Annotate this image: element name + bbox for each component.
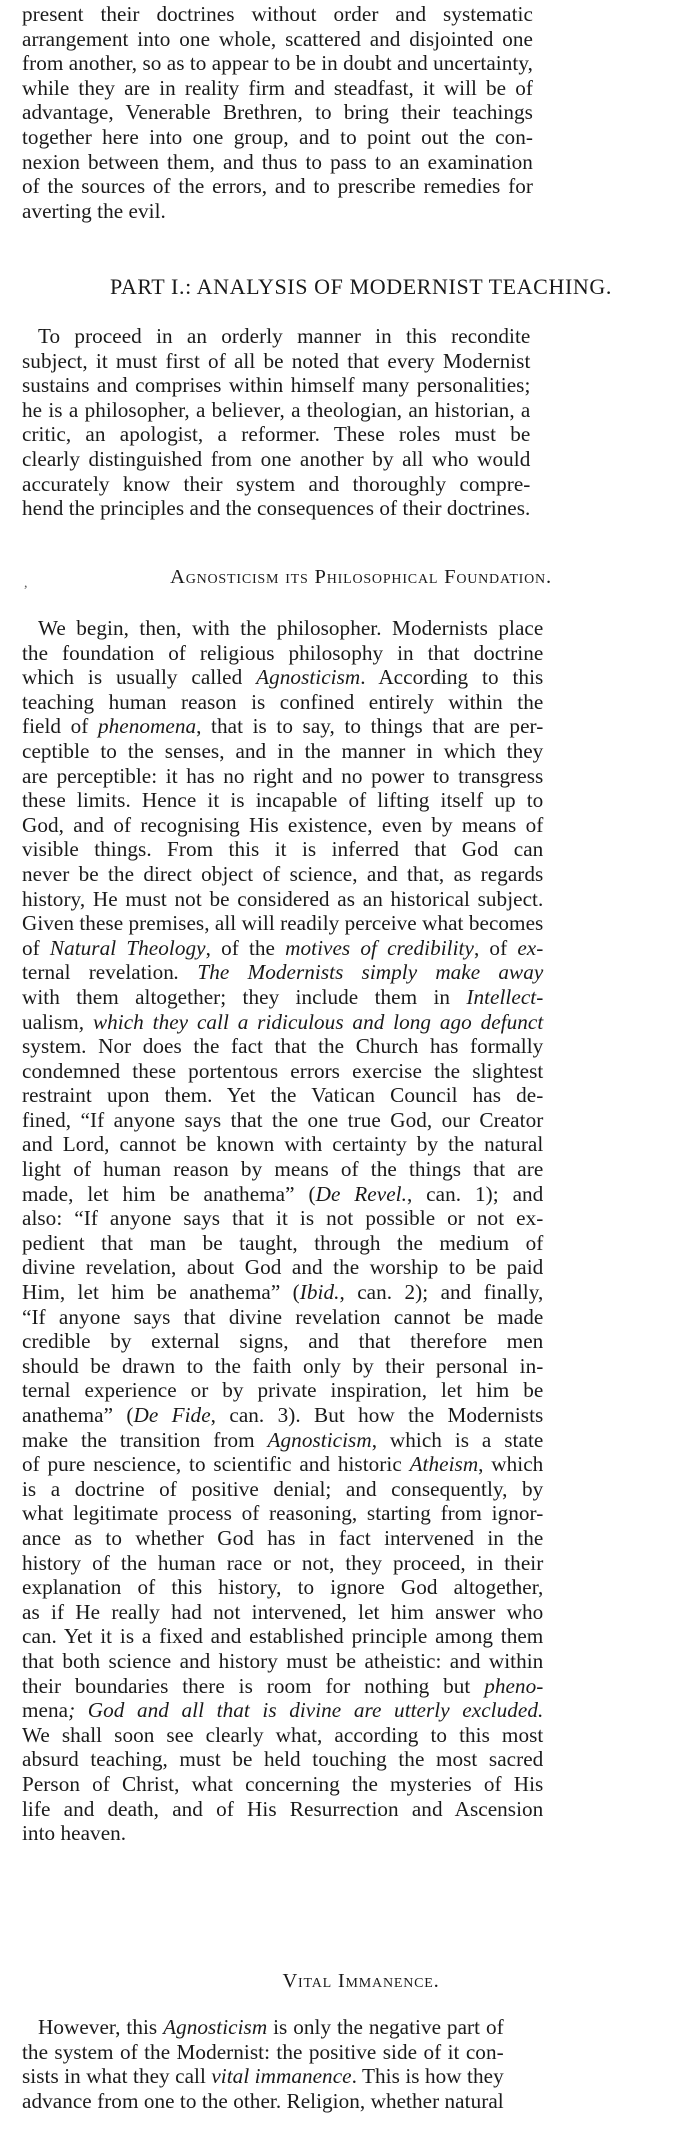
italic-term: ex- <box>517 935 544 960</box>
text-line: divine revelation, about God and the worship to be paid <box>22 1255 544 1280</box>
italic-term: , which they call a ridiculous and long ago defunct <box>78 1009 544 1034</box>
text-line: present their doctrines without order and systematic <box>22 2 533 26</box>
text-line: God, and of recognising His existence, even by means of <box>22 812 544 837</box>
italic-term: Intellect- <box>466 984 544 1009</box>
text-line: while they are in reality firm and steadfast, it will be of <box>22 75 533 100</box>
text-line: arrangement into one whole, scattered and disjointed one <box>22 26 533 51</box>
text-line: Person of Christ, what concerning the mysteries of His <box>22 1771 544 1796</box>
italic-term: De Fide <box>133 1403 211 1427</box>
text-line: should be drawn to the faith only by their personal in- <box>22 1353 544 1378</box>
text-line: made, let him be anathema” (De Revel., can. 1); and <box>22 1181 544 1206</box>
text-line: of Natural Theology, of the motives of credibility, of ex- <box>22 935 544 960</box>
text-line: is a doctrine of positive denial; and consequently, by <box>22 1476 544 1501</box>
text-line: are perceptible: it has no right and no power to transgress <box>22 763 544 788</box>
text-line: We begin, then, with the philosopher. Modernists place <box>38 616 544 640</box>
text-line: and Lord, cannot be known with certainty by the natural <box>22 1132 544 1157</box>
italic-term: Atheism <box>409 1452 479 1477</box>
italic-term: ; God and all that is divine are utterly excluded. <box>68 1698 544 1723</box>
text-line: together here into one group, and to point out the con- <box>22 124 533 149</box>
text-line: as if He really had not intervened, let him answer who <box>22 1599 544 1624</box>
text-line: their boundaries there is room for nothing but pheno- <box>22 1673 544 1698</box>
text-line: fined, “If anyone says that the one true God, our Creator <box>22 1107 544 1132</box>
text-line: explanation of this history, to ignore God altogether, <box>22 1575 544 1600</box>
text-line: hend the principles and the consequences of their doctrines. <box>22 496 531 521</box>
text-line: However, this Agnosticism is only the negative part of <box>38 2015 504 2039</box>
text-line: To proceed in an orderly manner in this recondite <box>38 324 531 348</box>
text-line: advantage, Venerable Brethren, to bring their teachings <box>22 100 533 125</box>
vital-paragraph <box>22 2015 504 2113</box>
text-line: these limits. Hence it is incapable of lifting itself up to <box>22 788 544 813</box>
text-line: clearly distinguished from one another by all who would <box>22 446 531 471</box>
vital-immanence-heading: Vital Immanence. <box>282 1970 440 1992</box>
text-line: which is usually called Agnosticism. According to this <box>22 665 544 690</box>
text-line: sustains and comprises within himself many personalities; <box>22 373 531 398</box>
text-line: critic, an apologist, a reformer. These roles must be <box>22 422 531 447</box>
text-line: the system of the Modernist: the positive side of it con- <box>22 2039 504 2064</box>
text-line: mena; God and all that is divine are utterly excluded. <box>22 1698 544 1723</box>
italic-term: Agnosticism <box>267 1427 372 1452</box>
text-line: restraint upon them. Yet the Vatican Council has de- <box>22 1083 544 1108</box>
text-line: pedient that man be taught, through the medium of <box>22 1230 544 1255</box>
italic-term: pheno- <box>484 1673 544 1698</box>
text-line: absurd teaching, must be held touching the most sacred <box>22 1747 544 1772</box>
text-line: of pure nescience, to scientific and historic Atheism, which <box>22 1452 544 1477</box>
part-heading: PART I.: ANALYSIS OF MODERNIST TEACHING. <box>110 274 612 299</box>
agnosticism-paragraph <box>22 616 543 1846</box>
italic-term: vital immanence <box>211 2064 352 2089</box>
text-line: ternal revelation. The Modernists simply make away <box>22 960 544 985</box>
italic-term: Ibid. <box>299 1280 340 1305</box>
text-line: credible by external signs, and that therefore men <box>22 1329 544 1354</box>
text-line: advance from one to the other. Religion, whether natural <box>22 2088 504 2113</box>
text-line: of the sources of the errors, and to prescribe remedies for <box>22 174 533 199</box>
text-line: field of phenomena, that is to say, to things that are per- <box>22 714 544 739</box>
text-line: ternal experience or by private inspiration, let him be <box>22 1378 544 1403</box>
text-line: history of the human race or not, they proceed, in their <box>22 1550 544 1575</box>
text-line: with them altogether; they include them in Intellect- <box>22 984 544 1009</box>
text-line: never be the direct object of science, and that, as regards <box>22 861 544 886</box>
text-line: ceptible to the senses, and in the manner in which they <box>22 738 544 763</box>
paragraph-lines <box>22 616 543 1846</box>
intro-paragraph <box>22 2 533 223</box>
text-line: We shall soon see clearly what, according to this most <box>22 1722 544 1747</box>
italic-term: Agnosticism <box>163 2015 268 2039</box>
text-line: that both science and history must be atheistic: and within <box>22 1648 544 1673</box>
text-line: what legitimate process of reasoning, starting from ignor- <box>22 1501 544 1526</box>
text-line: “If anyone says that divine revelation cannot be made <box>22 1304 544 1329</box>
italic-term: Natural Theology <box>49 935 206 960</box>
text-line: Him, let him be anathema” (Ibid., can. 2); and finally, <box>22 1280 544 1305</box>
text-line: Given these premises, all will readily perceive what becomes <box>22 911 544 936</box>
text-line: ance as to whether God has in fact intervened in the <box>22 1525 544 1550</box>
personalities-paragraph <box>22 324 530 521</box>
italic-term: . The Modernists simply make away <box>173 960 544 985</box>
margin-mark: , <box>24 576 28 591</box>
text-line: light of human reason by means of the things that are <box>22 1157 544 1182</box>
text-line: from another, so as to appear to be in doubt and uncertainty, <box>22 51 533 76</box>
italic-term: De Revel. <box>315 1181 407 1206</box>
text-line: condemned these portentous errors exercise the slightest <box>22 1058 544 1083</box>
agnosticism-heading: Agnosticism its Philosophical Foundation. <box>170 566 552 588</box>
text-line: nexion between them, and thus to pass to an examination <box>22 149 533 174</box>
italic-term: motives of credibility <box>285 935 474 960</box>
text-line: also: “If anyone says that it is not possible or not ex- <box>22 1206 544 1231</box>
text-line: subject, it must first of all be noted that every Modernist <box>22 348 531 373</box>
text-line: averting the evil. <box>22 198 166 223</box>
paragraph-lines <box>22 324 530 521</box>
text-line: ualism, which they call a ridiculous and long ago defunct <box>22 1009 544 1034</box>
text-line: sists in what they call vital immanence. This is how they <box>22 2064 504 2089</box>
text-line: accurately know their system and thoroughly compre- <box>22 471 531 496</box>
italic-term: Agnosticism <box>256 665 361 690</box>
text-line: anathema” (De Fide, can. 3). But how the Modernists <box>22 1403 544 1427</box>
text-line: teaching human reason is confined entirely within the <box>22 689 544 714</box>
text-line: visible things. From this it is inferred that God can <box>22 837 544 862</box>
italic-term: phenomena <box>97 714 197 739</box>
paragraph-lines <box>22 2015 504 2113</box>
text-line: history, He must not be considered as an historical subject. <box>22 886 544 911</box>
text-line: make the transition from Agnosticism, which is a state <box>22 1427 544 1452</box>
text-line: system. Nor does the fact that the Church has formally <box>22 1034 544 1059</box>
text-line: he is a philosopher, a believer, a theologian, an historian, a <box>22 397 531 422</box>
text-line: the foundation of religious philosophy in that doctrine <box>22 640 544 665</box>
text-line: into heaven. <box>22 1821 127 1846</box>
paragraph-lines <box>22 2 533 223</box>
text-line: life and death, and of His Resurrection and Ascension <box>22 1796 544 1821</box>
text-line: can. Yet it is a fixed and established principle among them <box>22 1624 544 1649</box>
